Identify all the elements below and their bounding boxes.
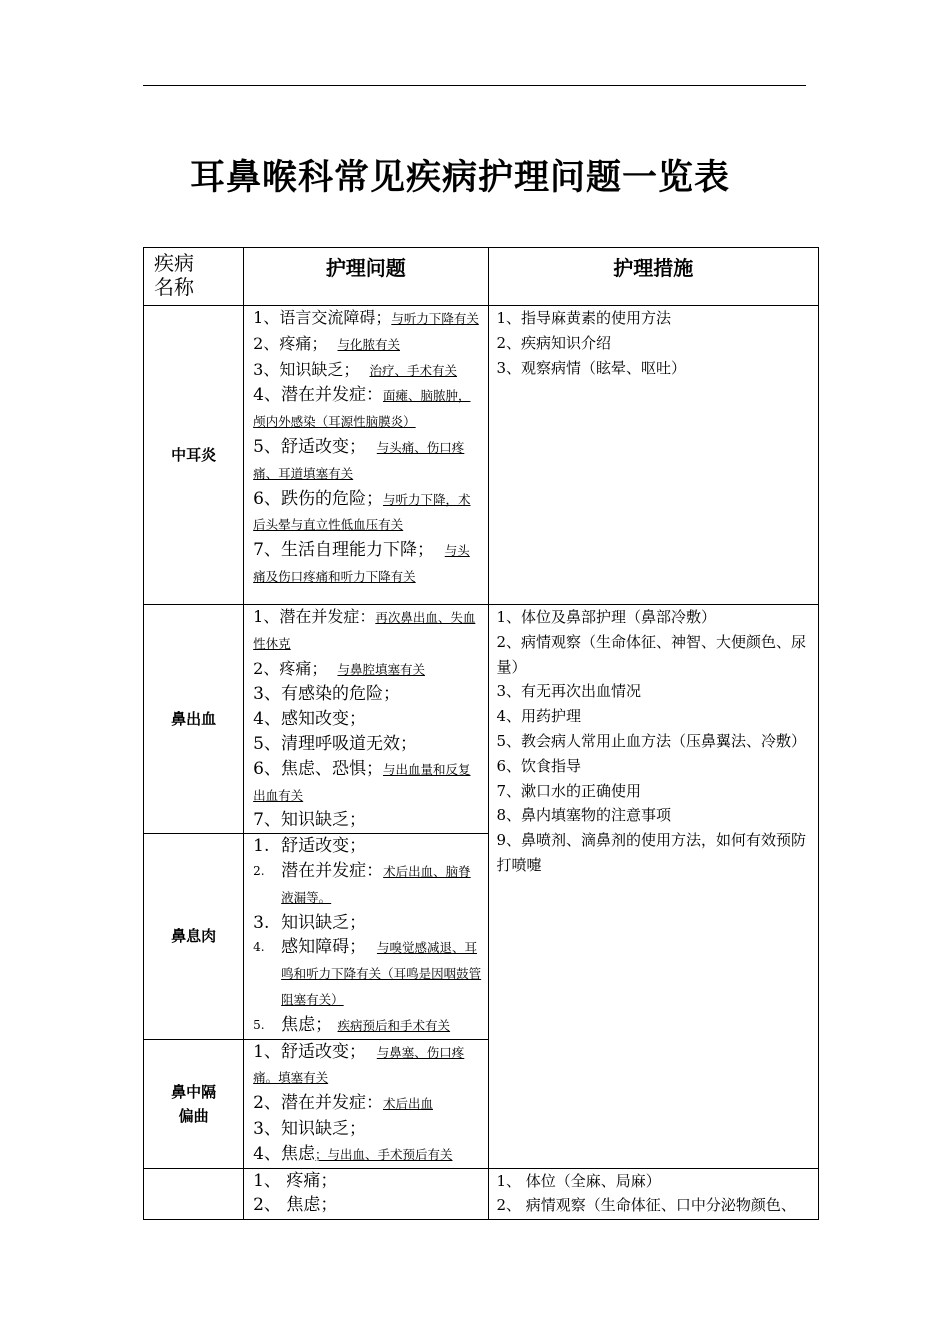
list-item: 2、疼痛； 与鼻腔填塞有关: [253, 658, 426, 678]
list-item: 1. 舒适改变；: [253, 836, 367, 857]
list-item: 4、焦虑；与出血、手术预后有关: [253, 1143, 453, 1164]
list-item: 3、知识缺乏；: [253, 1118, 366, 1139]
measures-last: [488, 1168, 819, 1219]
list-item: 5、教会病人常用止血方法（压鼻翼法、冷敷）: [496, 731, 807, 750]
disease-otitis: 中耳炎: [144, 306, 244, 605]
table-row-last: [144, 1168, 819, 1219]
problems-polyp: [244, 834, 488, 1039]
table-row-epistaxis: [144, 605, 819, 834]
header-problems: 护理问题: [244, 248, 488, 306]
list-item: 4、潜在并发症：面瘫、脑脓肿，颅内外感染（耳源性脑膜炎）: [253, 385, 471, 430]
list-item: 2、 病情观察（生命体征、口中分泌物颜色、: [496, 1196, 796, 1215]
list-item: 3、有感染的危险；: [253, 684, 400, 705]
header-rule: [143, 85, 806, 86]
list-item: 2. 潜在并发症：术后出血、脑脊液漏等。: [253, 860, 471, 905]
problems-last: [244, 1168, 488, 1219]
list-item: 6、跌伤的危险；与听力下降，术后头晕与直立性低血压有关: [253, 488, 471, 533]
table-row-otitis: [144, 306, 819, 605]
list-item: 2、 焦虑；: [253, 1195, 338, 1216]
list-item: 5、清理呼吸道无效；: [253, 733, 417, 754]
list-item: 3、观察病情（眩晕、呕吐）: [496, 358, 687, 377]
problems-septum: [244, 1039, 488, 1168]
list-item: 4、感知改变；: [253, 709, 366, 730]
header-disease-line2: 名称: [154, 275, 194, 299]
list-item: 6、焦虑、恐惧；与出血量和反复出血有关: [253, 758, 471, 803]
disease-septum: [144, 1039, 244, 1168]
problems-epistaxis: [244, 605, 488, 834]
list-item: 1、指导麻黄素的使用方法: [496, 309, 672, 327]
list-item: 6、饮食指导: [496, 756, 582, 775]
list-item: 3、有无再次出血情况: [496, 682, 642, 701]
header-disease-line1: 疾病: [154, 251, 194, 275]
list-item: 2、疾病知识介绍: [496, 333, 612, 352]
list-item: 2、病情观察（生命体征、神智、大便颜色、尿量）: [496, 632, 807, 676]
measures-otitis: [488, 306, 819, 605]
list-item: 3. 知识缺乏；: [253, 912, 367, 933]
problems-otitis: [244, 306, 488, 605]
list-item: 8、鼻内填塞物的注意事项: [496, 806, 672, 825]
list-item: 4、用药护理: [496, 707, 582, 726]
nursing-table: [143, 247, 819, 1220]
list-item: 2、疼痛； 与化脓有关: [253, 333, 401, 353]
list-item: 1、体位及鼻部护理（鼻部冷敷）: [496, 608, 717, 626]
disease-last: [144, 1168, 244, 1219]
disease-septum-line2: 偏曲: [178, 1106, 209, 1125]
table-header-row: [144, 248, 819, 306]
header-measures: 护理措施: [488, 248, 819, 306]
list-item: 2、潜在并发症：术后出血: [253, 1093, 433, 1114]
list-item: 5. 焦虑； 疾病预后和手术有关: [253, 1014, 451, 1035]
header-disease: [144, 248, 244, 306]
page-title: 耳鼻喉科常见疾病护理问题一览表: [189, 157, 730, 198]
list-item: 4. 感知障碍； 与嗅觉感减退、耳鸣和听力下降有关（耳鸣是因咽鼓管阻塞有关）: [253, 937, 482, 1007]
disease-polyp: 鼻息肉: [144, 834, 244, 1039]
list-item: 1、 体位（全麻、局麻）: [496, 1171, 661, 1190]
list-item: 7、漱口水的正确使用: [496, 781, 642, 800]
list-item: 5、舒适改变； 与头痛、伤口疼痛、耳道填塞有关: [253, 436, 465, 481]
disease-epistaxis: 鼻出血: [144, 605, 244, 834]
list-item: 1、 疼痛；: [253, 1170, 338, 1191]
list-item: 9、鼻喷剂、滴鼻剂的使用方法，如何有效预防打喷嚏: [496, 831, 807, 874]
measures-nasal: [488, 605, 819, 1169]
list-item: 1、语言交流障碍；与听力下降有关: [253, 308, 479, 327]
list-item: 1、舒适改变； 与鼻塞、伤口疼痛。填塞有关: [253, 1041, 465, 1086]
list-item: 1、潜在并发症：再次鼻出血、失血性休克: [253, 607, 476, 651]
disease-septum-line1: 鼻中隔: [171, 1082, 217, 1101]
list-item: 7、知识缺乏；: [253, 810, 366, 831]
list-item: 3、知识缺乏； 治疗、手术有关: [253, 359, 458, 379]
list-item: 7、生活自理能力下降； 与头痛及伤口疼痛和听力下降有关: [253, 540, 470, 584]
